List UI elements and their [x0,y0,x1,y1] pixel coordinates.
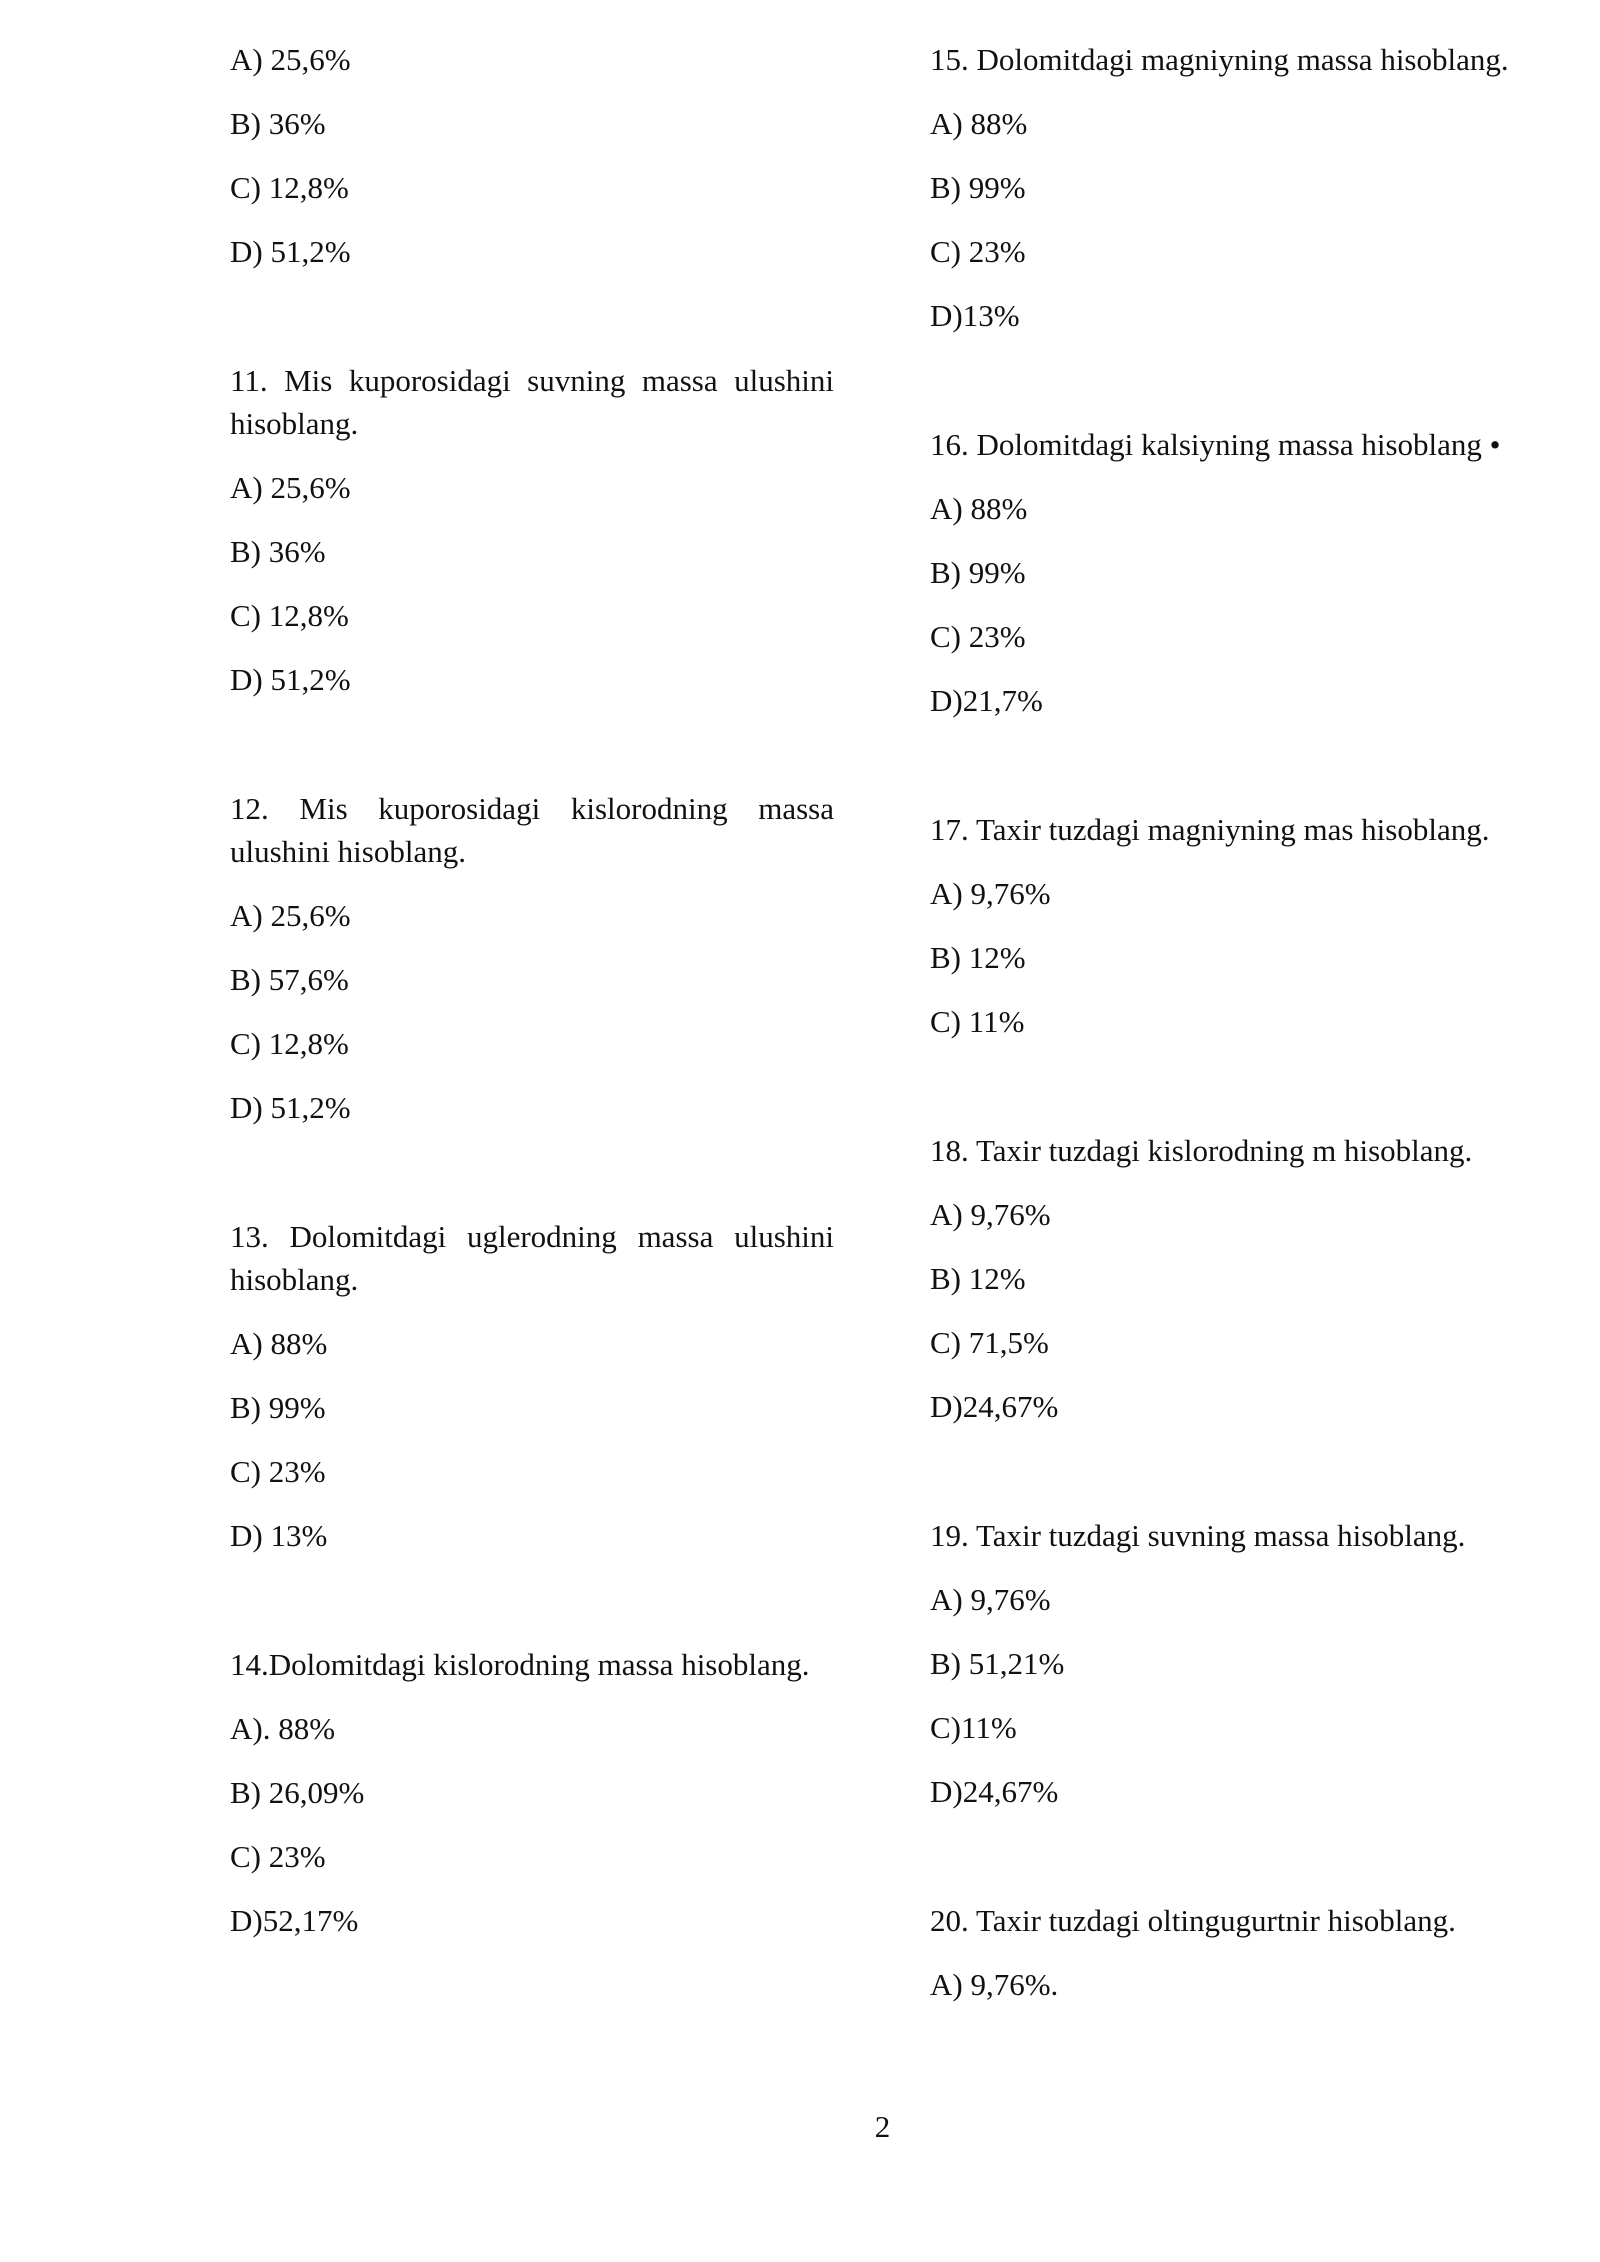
answer-option: C) 12,8% [230,1026,349,1061]
answer-option: A) 25,6% [230,470,351,505]
answer-option: B) 12% [930,1261,1026,1296]
answer-option: C) 23% [230,1839,326,1874]
question-17 [930,808,1534,1043]
answer-option: B) 36% [230,106,326,141]
question-text: 11. Mis kuporosidagi suvning massa ulushini hisoblang. [230,363,834,441]
answer-option: D)21,7% [930,683,1043,718]
answer-option: D) 13% [230,1518,328,1553]
question-20 [930,1899,1534,2006]
question-12 [230,787,834,1129]
answer-option: D)13% [930,298,1020,333]
answer-option: D) 51,2% [230,234,351,269]
answer-option: C) 12,8% [230,598,349,633]
answer-option: A) 9,76%. [930,1967,1059,2002]
question-13 [230,1215,834,1557]
answer-option: A) 9,76% [930,876,1051,911]
answer-option: C) 12,8% [230,170,349,205]
right-column [930,38,1534,2006]
answer-option: C) 11% [930,1004,1025,1039]
answer-option: C) 23% [230,1454,326,1489]
answer-option: D) 51,2% [230,662,351,697]
answer-option: C)11% [930,1710,1017,1745]
answer-option: C) 23% [930,234,1026,269]
question-text: 15. Dolomitdagi magniyning massa hisoblang. [930,42,1509,77]
question-text: 20. Taxir tuzdagi oltingugurtnir hisoblang. [930,1903,1456,1938]
answer-option: D)24,67% [930,1774,1059,1809]
answer-option: A) 9,76% [930,1582,1051,1617]
question-19 [930,1514,1534,1813]
question-text: 13. Dolomitdagi uglerodning massa ulushini hisoblang. [230,1219,834,1297]
answer-option: D)24,67% [930,1389,1059,1424]
question-text: 14.Dolomitdagi kislorodning massa hisoblang. [230,1647,810,1682]
answer-option: B) 57,6% [230,962,349,997]
answer-option: A) 25,6% [230,898,351,933]
question-text: 19. Taxir tuzdagi suvning massa hisoblang. [930,1518,1466,1553]
answer-option: B) 51,21% [930,1646,1065,1681]
question-11 [230,359,834,701]
answer-option: A) 25,6% [230,42,351,77]
answer-option: B) 12% [930,940,1026,975]
answer-option: C) 71,5% [930,1325,1049,1360]
answer-option: A). 88% [230,1711,336,1746]
answer-option: D) 51,2% [230,1090,351,1125]
answer-option: D)52,17% [230,1903,359,1938]
answer-option: A) 88% [230,1326,328,1361]
question-text: 16. Dolomitdagi kalsiyning massa hisoblang • [930,427,1501,462]
answer-option: C) 23% [930,619,1026,654]
answer-option: B) 99% [230,1390,326,1425]
question-16 [930,423,1534,722]
answer-option: B) 36% [230,534,326,569]
left-column [230,38,834,1942]
answer-option: A) 9,76% [930,1197,1051,1232]
question-15 [930,38,1534,337]
answer-option: A) 88% [930,106,1028,141]
answer-option: A) 88% [930,491,1028,526]
answer-option: B) 99% [930,555,1026,590]
question-text: 12. Mis kuporosidagi kislorodning massa ulushini hisoblang. [230,791,834,869]
answer-option: B) 99% [930,170,1026,205]
question-text: 18. Taxir tuzdagi kislorodning m hisoblang. [930,1133,1473,1168]
question-14 [230,1643,834,1942]
page-number: 2 [874,2109,891,2144]
question-18 [930,1129,1534,1428]
question-10-tail [230,38,834,273]
question-text: 17. Taxir tuzdagi magniyning mas hisoblang. [930,812,1490,847]
answer-option: B) 26,09% [230,1775,365,1810]
